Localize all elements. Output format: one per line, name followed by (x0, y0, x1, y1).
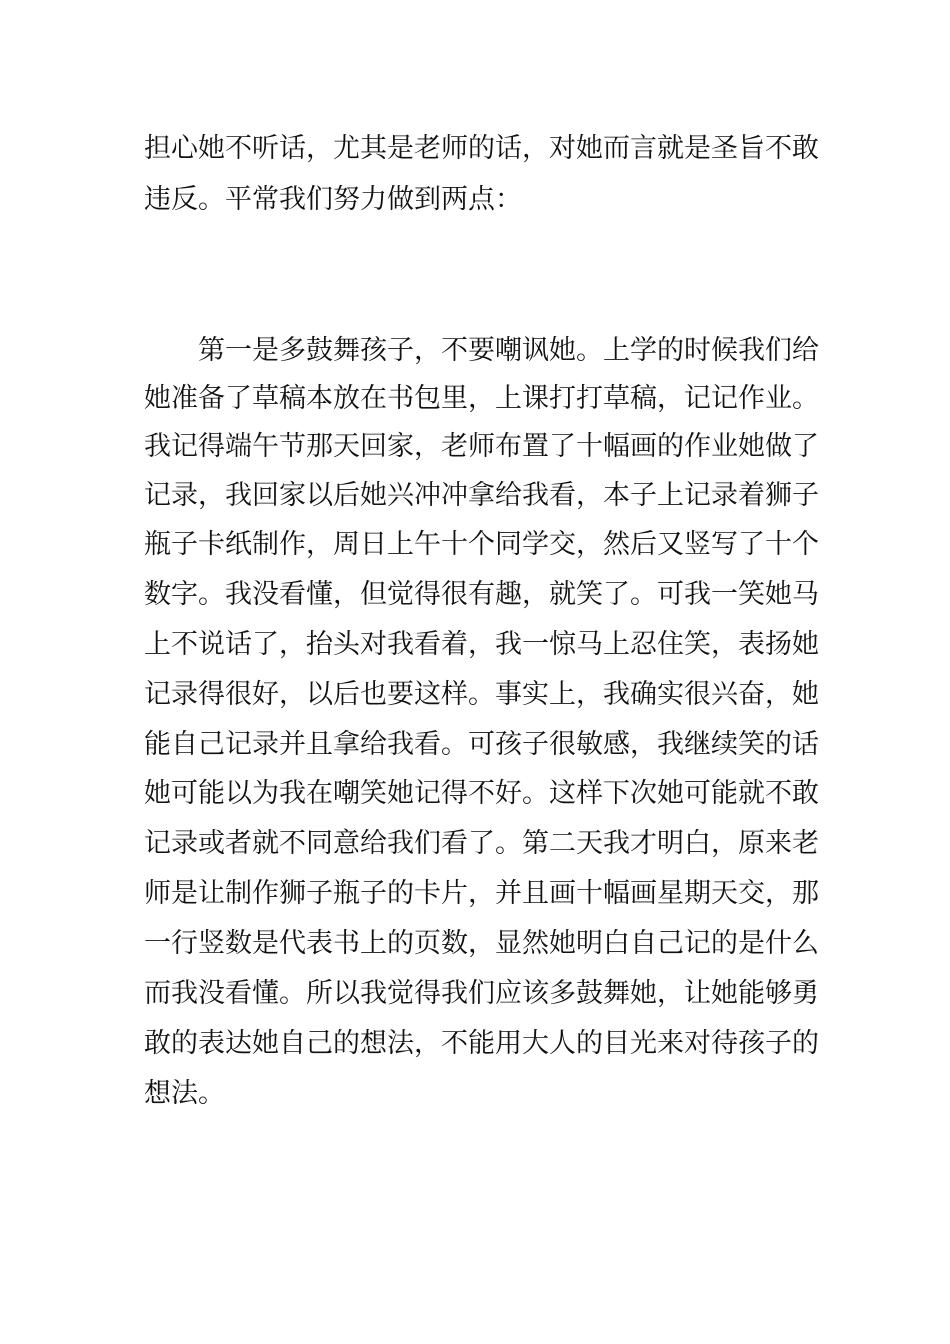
text-line: 我记得端午节那天回家，老师布置了十幅画的作业她做了 (144, 431, 819, 462)
text-line: 她可能以为我在嘲笑她记得不好。这样下次她可能就不敢 (144, 778, 819, 809)
text-line: 而我没看懂。所以我觉得我们应该多鼓舞她，让她能够勇 (144, 978, 819, 1009)
text-line: 记录得很好，以后也要这样。事实上，我确实很兴奋，她 (144, 679, 819, 710)
text-line: 能自己记录并且拿给我看。可孩子很敏感，我继续笑的话 (144, 729, 819, 760)
text-line: 瓶子卡纸制作，周日上午十个同学交，然后又竖写了十个 (144, 529, 819, 560)
text-line: 上不说话了，抬头对我看着，我一惊马上忍住笑，表扬她 (144, 629, 819, 660)
text-line: 师是让制作狮子瓶子的卡片，并且画十幅画星期天交，那 (144, 878, 819, 909)
text-line: 她准备了草稿本放在书包里，上课打打草稿，记记作业。 (144, 383, 819, 414)
text-line: 数字。我没看懂，但觉得很有趣，就笑了。可我一笑她马 (144, 579, 819, 610)
text-line: 想法。 (144, 1078, 225, 1109)
text-line: 第一是多鼓舞孩子，不要嘲讽她。上学的时候我们给 (198, 335, 819, 366)
text-line: 记录或者就不同意给我们看了。第二天我才明白，原来老 (144, 828, 819, 859)
text-line: 记录，我回家以后她兴冲冲拿给我看，本子上记录着狮子 (144, 480, 819, 511)
text-line: 担心她不听话，尤其是老师的话，对她而言就是圣旨不敢 (144, 133, 819, 164)
text-line: 违反。平常我们努力做到两点： (144, 184, 522, 215)
text-line: 敢的表达她自己的想法，不能用大人的目光来对待孩子的 (144, 1028, 819, 1059)
text-line: 一行竖数是代表书上的页数，显然她明白自己记的是什么 (144, 928, 819, 959)
